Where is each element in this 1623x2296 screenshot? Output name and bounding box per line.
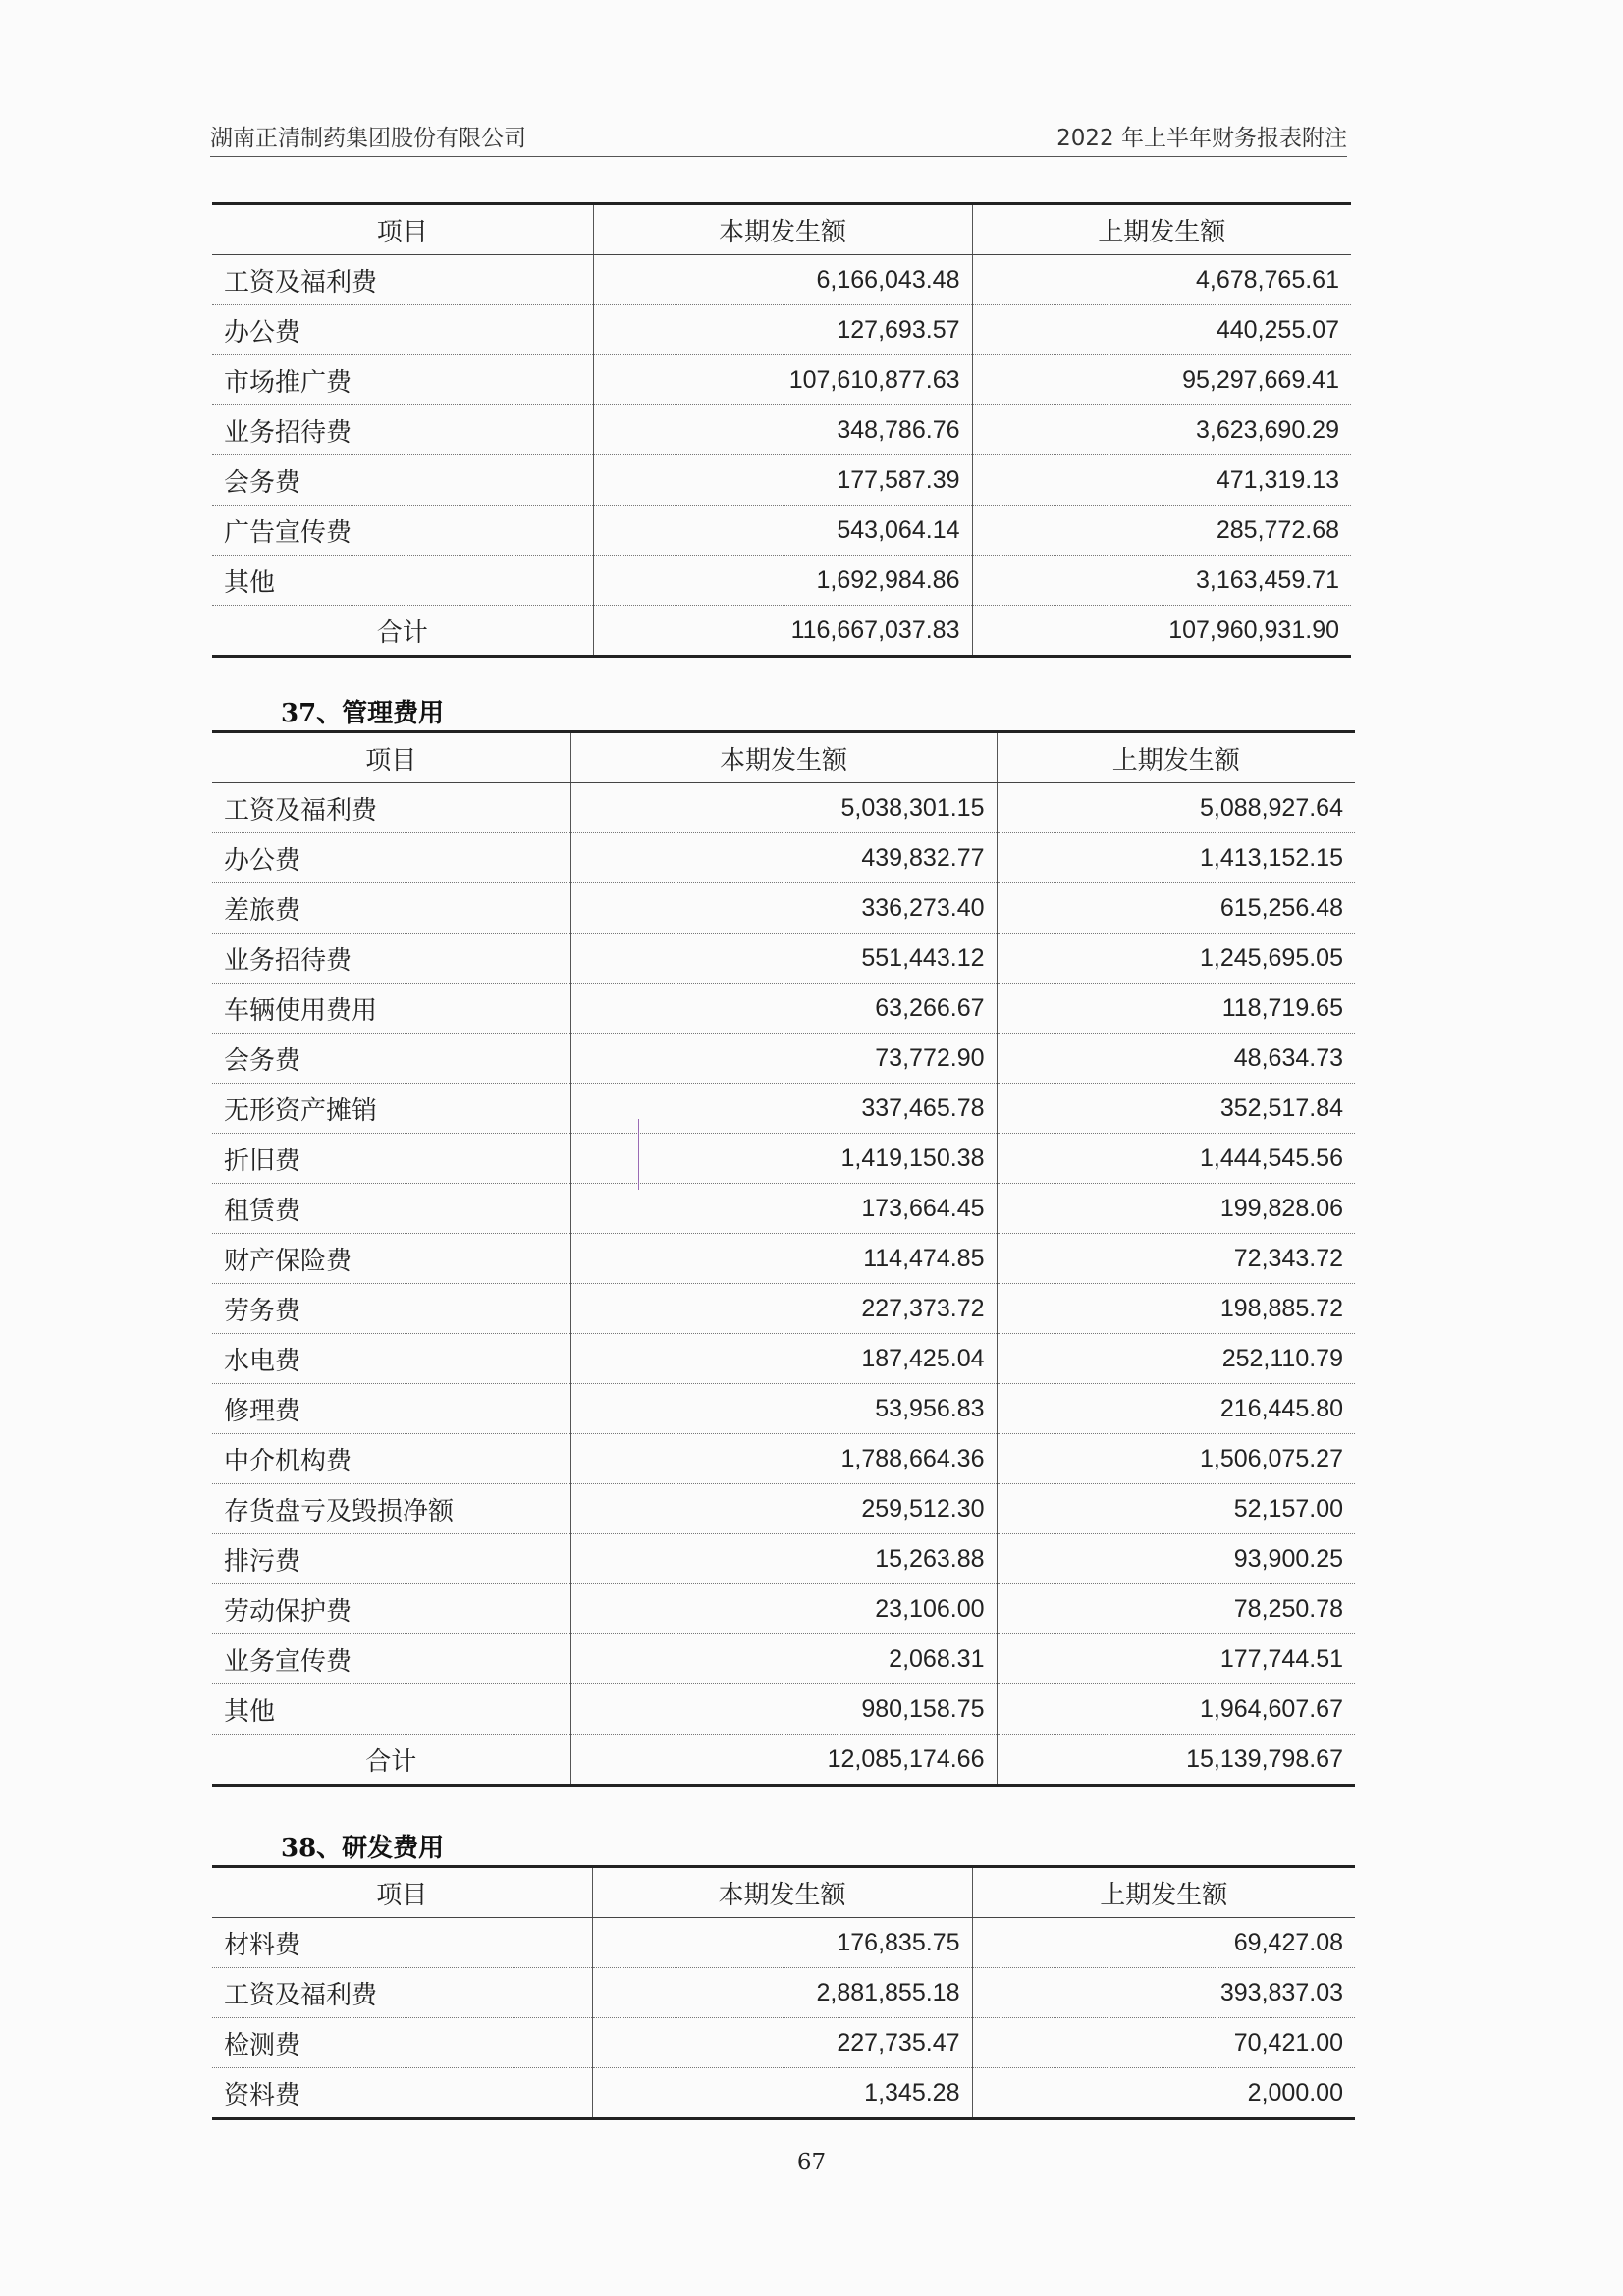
column-header: 本期发生额: [593, 204, 972, 255]
current-period-amount: 551,443.12: [570, 934, 997, 984]
table-row: [212, 556, 1351, 606]
current-period-amount: 337,465.78: [570, 1084, 997, 1134]
table-row: [212, 883, 1355, 934]
column-header: 上期发生额: [997, 732, 1355, 783]
table-row: [212, 1234, 1355, 1284]
table-row: [212, 1184, 1355, 1234]
current-period-amount: 114,474.85: [570, 1234, 997, 1284]
current-period-amount: 227,735.47: [592, 2018, 972, 2068]
current-period-amount: 15,263.88: [570, 1534, 997, 1584]
column-header: 上期发生额: [972, 1867, 1355, 1918]
table-row: [212, 405, 1351, 455]
row-item-label: 会务费: [212, 1034, 570, 1084]
row-item-label: 资料费: [212, 2068, 592, 2119]
current-period-amount: 2,068.31: [570, 1634, 997, 1684]
prior-period-amount: 95,297,669.41: [972, 355, 1351, 405]
prior-period-amount: 1,245,695.05: [997, 934, 1355, 984]
table-row: [212, 1334, 1355, 1384]
current-period-amount: 127,693.57: [593, 305, 972, 355]
column-header: 本期发生额: [570, 732, 997, 783]
table-row: [212, 305, 1351, 355]
prior-period-amount: 1,964,607.67: [997, 1684, 1355, 1735]
current-period-amount: 176,835.75: [592, 1918, 972, 1968]
table-row: [212, 833, 1355, 883]
admin-expense-table: [212, 730, 1355, 1787]
current-period-amount: 336,273.40: [570, 883, 997, 934]
total-row: [212, 606, 1351, 657]
current-period-amount: 107,610,877.63: [593, 355, 972, 405]
row-item-label: 其他: [212, 1684, 570, 1735]
row-item-label: 无形资产摊销: [212, 1084, 570, 1134]
row-item-label: 存货盘亏及毁损净额: [212, 1484, 570, 1534]
current-period-amount: 1,345.28: [592, 2068, 972, 2119]
row-item-label: 劳动保护费: [212, 1584, 570, 1634]
page-number: 67: [796, 2150, 827, 2175]
current-period-amount: 2,881,855.18: [592, 1968, 972, 2018]
pen-mark: [638, 1119, 639, 1190]
table-row: [212, 1084, 1355, 1134]
total-label: 合计: [212, 1735, 570, 1786]
prior-period-amount: 252,110.79: [997, 1334, 1355, 1384]
prior-period-amount: 216,445.80: [997, 1384, 1355, 1434]
current-period-amount: 1,788,664.36: [570, 1434, 997, 1484]
table-row: [212, 255, 1351, 305]
row-item-label: 业务招待费: [212, 405, 593, 455]
row-item-label: 其他: [212, 556, 593, 606]
sales-expense-table: [212, 202, 1351, 658]
row-item-label: 修理费: [212, 1384, 570, 1434]
section-title-37: 37、管理费用: [281, 699, 445, 728]
table-row: [212, 1684, 1355, 1735]
current-period-amount: 1,419,150.38: [570, 1134, 997, 1184]
current-period-amount: 543,064.14: [593, 506, 972, 556]
prior-period-amount: 199,828.06: [997, 1184, 1355, 1234]
current-period-amount: 259,512.30: [570, 1484, 997, 1534]
column-header: 本期发生额: [592, 1867, 972, 1918]
section-title-38: 38、研发费用: [281, 1834, 445, 1863]
prior-period-amount: 471,319.13: [972, 455, 1351, 506]
table-row: [212, 934, 1355, 984]
current-period-amount: 348,786.76: [593, 405, 972, 455]
prior-period-amount: 52,157.00: [997, 1484, 1355, 1534]
prior-period-amount: 440,255.07: [972, 305, 1351, 355]
current-period-total: 12,085,174.66: [570, 1735, 997, 1786]
table-row: [212, 783, 1355, 833]
row-item-label: 排污费: [212, 1534, 570, 1584]
row-item-label: 市场推广费: [212, 355, 593, 405]
current-period-amount: 6,166,043.48: [593, 255, 972, 305]
row-item-label: 差旅费: [212, 883, 570, 934]
column-header: 项目: [212, 732, 570, 783]
prior-period-amount: 93,900.25: [997, 1534, 1355, 1584]
current-period-amount: 5,038,301.15: [570, 783, 997, 833]
table-header-row: [212, 732, 1355, 783]
table-header-row: [212, 1867, 1355, 1918]
current-period-amount: 177,587.39: [593, 455, 972, 506]
prior-period-total: 107,960,931.90: [972, 606, 1351, 657]
current-period-amount: 63,266.67: [570, 984, 997, 1034]
prior-period-amount: 393,837.03: [972, 1968, 1355, 2018]
current-period-amount: 187,425.04: [570, 1334, 997, 1384]
column-header: 上期发生额: [972, 204, 1351, 255]
table-row: [212, 2018, 1355, 2068]
prior-period-amount: 4,678,765.61: [972, 255, 1351, 305]
prior-period-amount: 70,421.00: [972, 2018, 1355, 2068]
company-name: 湖南正清制药集团股份有限公司: [210, 126, 526, 151]
prior-period-amount: 615,256.48: [997, 883, 1355, 934]
current-period-total: 116,667,037.83: [593, 606, 972, 657]
current-period-amount: 73,772.90: [570, 1034, 997, 1084]
current-period-amount: 439,832.77: [570, 833, 997, 883]
table-row: [212, 506, 1351, 556]
row-item-label: 折旧费: [212, 1134, 570, 1184]
total-label: 合计: [212, 606, 593, 657]
current-period-amount: 53,956.83: [570, 1384, 997, 1434]
table-row: [212, 1284, 1355, 1334]
prior-period-amount: 1,413,152.15: [997, 833, 1355, 883]
row-item-label: 材料费: [212, 1918, 592, 1968]
row-item-label: 劳务费: [212, 1284, 570, 1334]
row-item-label: 车辆使用费用: [212, 984, 570, 1034]
row-item-label: 财产保险费: [212, 1234, 570, 1284]
table-row: [212, 1434, 1355, 1484]
row-item-label: 业务宣传费: [212, 1634, 570, 1684]
current-period-amount: 1,692,984.86: [593, 556, 972, 606]
table-row: [212, 455, 1351, 506]
row-item-label: 会务费: [212, 455, 593, 506]
row-item-label: 办公费: [212, 833, 570, 883]
row-item-label: 工资及福利费: [212, 783, 570, 833]
table-header-row: [212, 204, 1351, 255]
row-item-label: 检测费: [212, 2018, 592, 2068]
current-period-amount: 23,106.00: [570, 1584, 997, 1634]
prior-period-amount: 285,772.68: [972, 506, 1351, 556]
prior-period-amount: 78,250.78: [997, 1584, 1355, 1634]
table-row: [212, 1634, 1355, 1684]
table-row: [212, 1968, 1355, 2018]
table-row: [212, 984, 1355, 1034]
table-row: [212, 1134, 1355, 1184]
prior-period-amount: 3,623,690.29: [972, 405, 1351, 455]
prior-period-amount: 72,343.72: [997, 1234, 1355, 1284]
prior-period-amount: 48,634.73: [997, 1034, 1355, 1084]
row-item-label: 办公费: [212, 305, 593, 355]
document-title: 2022 年上半年财务报表附注: [1056, 126, 1347, 151]
prior-period-amount: 3,163,459.71: [972, 556, 1351, 606]
prior-period-amount: 2,000.00: [972, 2068, 1355, 2119]
prior-period-amount: 1,444,545.56: [997, 1134, 1355, 1184]
row-item-label: 工资及福利费: [212, 255, 593, 305]
prior-period-amount: 1,506,075.27: [997, 1434, 1355, 1484]
current-period-amount: 980,158.75: [570, 1684, 997, 1735]
prior-period-amount: 198,885.72: [997, 1284, 1355, 1334]
table-row: [212, 1534, 1355, 1584]
prior-period-amount: 352,517.84: [997, 1084, 1355, 1134]
table-row: [212, 2068, 1355, 2119]
row-item-label: 广告宣传费: [212, 506, 593, 556]
current-period-amount: 173,664.45: [570, 1184, 997, 1234]
table-row: [212, 1034, 1355, 1084]
table-row: [212, 1584, 1355, 1634]
row-item-label: 中介机构费: [212, 1434, 570, 1484]
row-item-label: 水电费: [212, 1334, 570, 1384]
row-item-label: 业务招待费: [212, 934, 570, 984]
total-row: [212, 1735, 1355, 1786]
rd-expense-table: [212, 1865, 1355, 2120]
prior-period-amount: 69,427.08: [972, 1918, 1355, 1968]
table-row: [212, 1484, 1355, 1534]
page-header: [210, 120, 1347, 157]
prior-period-total: 15,139,798.67: [997, 1735, 1355, 1786]
table-row: [212, 1384, 1355, 1434]
table-row: [212, 355, 1351, 405]
prior-period-amount: 177,744.51: [997, 1634, 1355, 1684]
prior-period-amount: 5,088,927.64: [997, 783, 1355, 833]
row-item-label: 租赁费: [212, 1184, 570, 1234]
current-period-amount: 227,373.72: [570, 1284, 997, 1334]
prior-period-amount: 118,719.65: [997, 984, 1355, 1034]
table-row: [212, 1918, 1355, 1968]
column-header: 项目: [212, 204, 593, 255]
row-item-label: 工资及福利费: [212, 1968, 592, 2018]
column-header: 项目: [212, 1867, 592, 1918]
